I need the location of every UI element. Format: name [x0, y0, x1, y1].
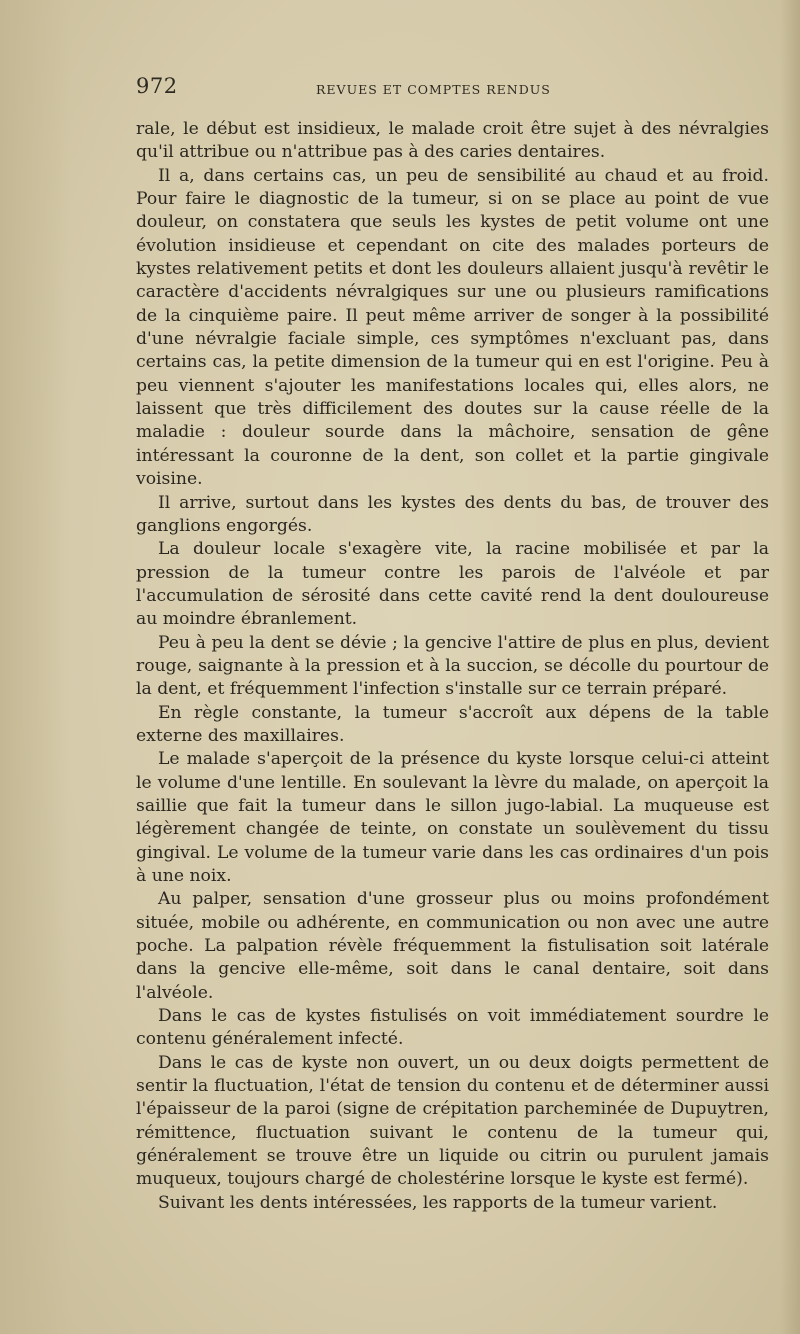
- paragraph: Dans le cas de kyste non ouvert, un ou deux doigts permettent de sentir la fluctuation, l'état de tension du contenu et de déterminer aussi l'épaisseur de la paroi (signe de crépitation parcheminée de Dupuytren, rémittence, fluctuation suivant le contenu de la tumeur qui, généralement se trouve être un liquide ou citrin ou purulent jamais muqueux, toujours chargé de cholestérine lorsque le kyste est fermé).: [136, 1052, 769, 1190]
- body-text: [136, 118, 769, 1215]
- paragraph: En règle constante, la tumeur s'accroît aux dépens de la table externe des maxillaires.: [136, 702, 769, 746]
- page-number: 972: [136, 74, 178, 98]
- paragraph: Peu à peu la dent se dévie ; la gencive l'attire de plus en plus, devient rouge, saignante à la pression et à la succion, se décolle du pourtour de la dent, et fréquemment l'infection s'installe sur ce terrain préparé.: [136, 632, 769, 700]
- running-head: REVUES ET COMPTES RENDUS: [316, 82, 551, 97]
- page-header: [136, 74, 769, 104]
- paragraph: La douleur locale s'exagère vite, la racine mobilisée et par la pression de la tumeur contre les parois de l'alvéole et par l'accumulation de sérosité dans cette cavité rend la dent douloureuse au moindre ébranlement.: [136, 539, 769, 630]
- page-shadow-right: [780, 0, 800, 1334]
- paragraph: rale, le début est insidieux, le malade croit être sujet à des névralgies qu'il attribue ou n'attribue pas à des caries dentaires.: [136, 119, 769, 163]
- paragraph: Suivant les dents intéressées, les rapports de la tumeur varient.: [158, 1192, 718, 1213]
- paragraph: Dans le cas de kystes fistulisés on voit immédiatement sourdre le contenu généralement infecté.: [136, 1006, 769, 1050]
- paragraph: Le malade s'aperçoit de la présence du kyste lorsque celui-ci atteint le volume d'une lentille. En soulevant la lèvre du malade, on aperçoit la saillie que fait la tumeur dans le sillon jugo-labial. La muqueuse est légèrement changée de teinte, on constate un soulèvement du tissu gingival. Le volume de la tumeur varie dans les cas ordinaires d'un pois à une noix.: [136, 749, 769, 886]
- paragraph: Au palper, sensation d'une grosseur plus ou moins profondément située, mobile ou adhérente, en communication ou non avec une autre poche. La palpation révèle fréquemment la fistulisation soit latérale dans la gencive elle-même, soit dans le canal dentaire, soit dans l'alvéole.: [136, 889, 769, 1003]
- page-shadow-left: [0, 0, 70, 1334]
- paragraph: Il arrive, surtout dans les kystes des dents du bas, de trouver des ganglions engorgés.: [136, 492, 769, 536]
- paragraph: Il a, dans certains cas, un peu de sensibilité au chaud et au froid. Pour faire le diagnostic de la tumeur, si on se place au point de vue douleur, on constatera que seuls les kystes de petit volume ont une évolution insidieuse et cependant on cite des malades porteurs de kystes relativement petits et dont les douleurs allaient jusqu'à revêtir le caractère d'accidents névralgiques sur une ou plusieurs ramifications de la cinquième paire. Il peut même arriver de songer à la possibilité d'une névralgie faciale simple, ces symptômes n'excluant pas, dans certains cas, la petite dimension de la tumeur qui en est l'origine. Peu à peu viennent s'ajouter les manifestations locales qui, elles alors, ne laissent que très difficilement des doutes sur la cause réelle de la maladie : douleur sourde dans la mâchoire, sensation de gêne intéressant la couronne de la dent, son collet et la partie gingivale voisine.: [136, 165, 769, 490]
